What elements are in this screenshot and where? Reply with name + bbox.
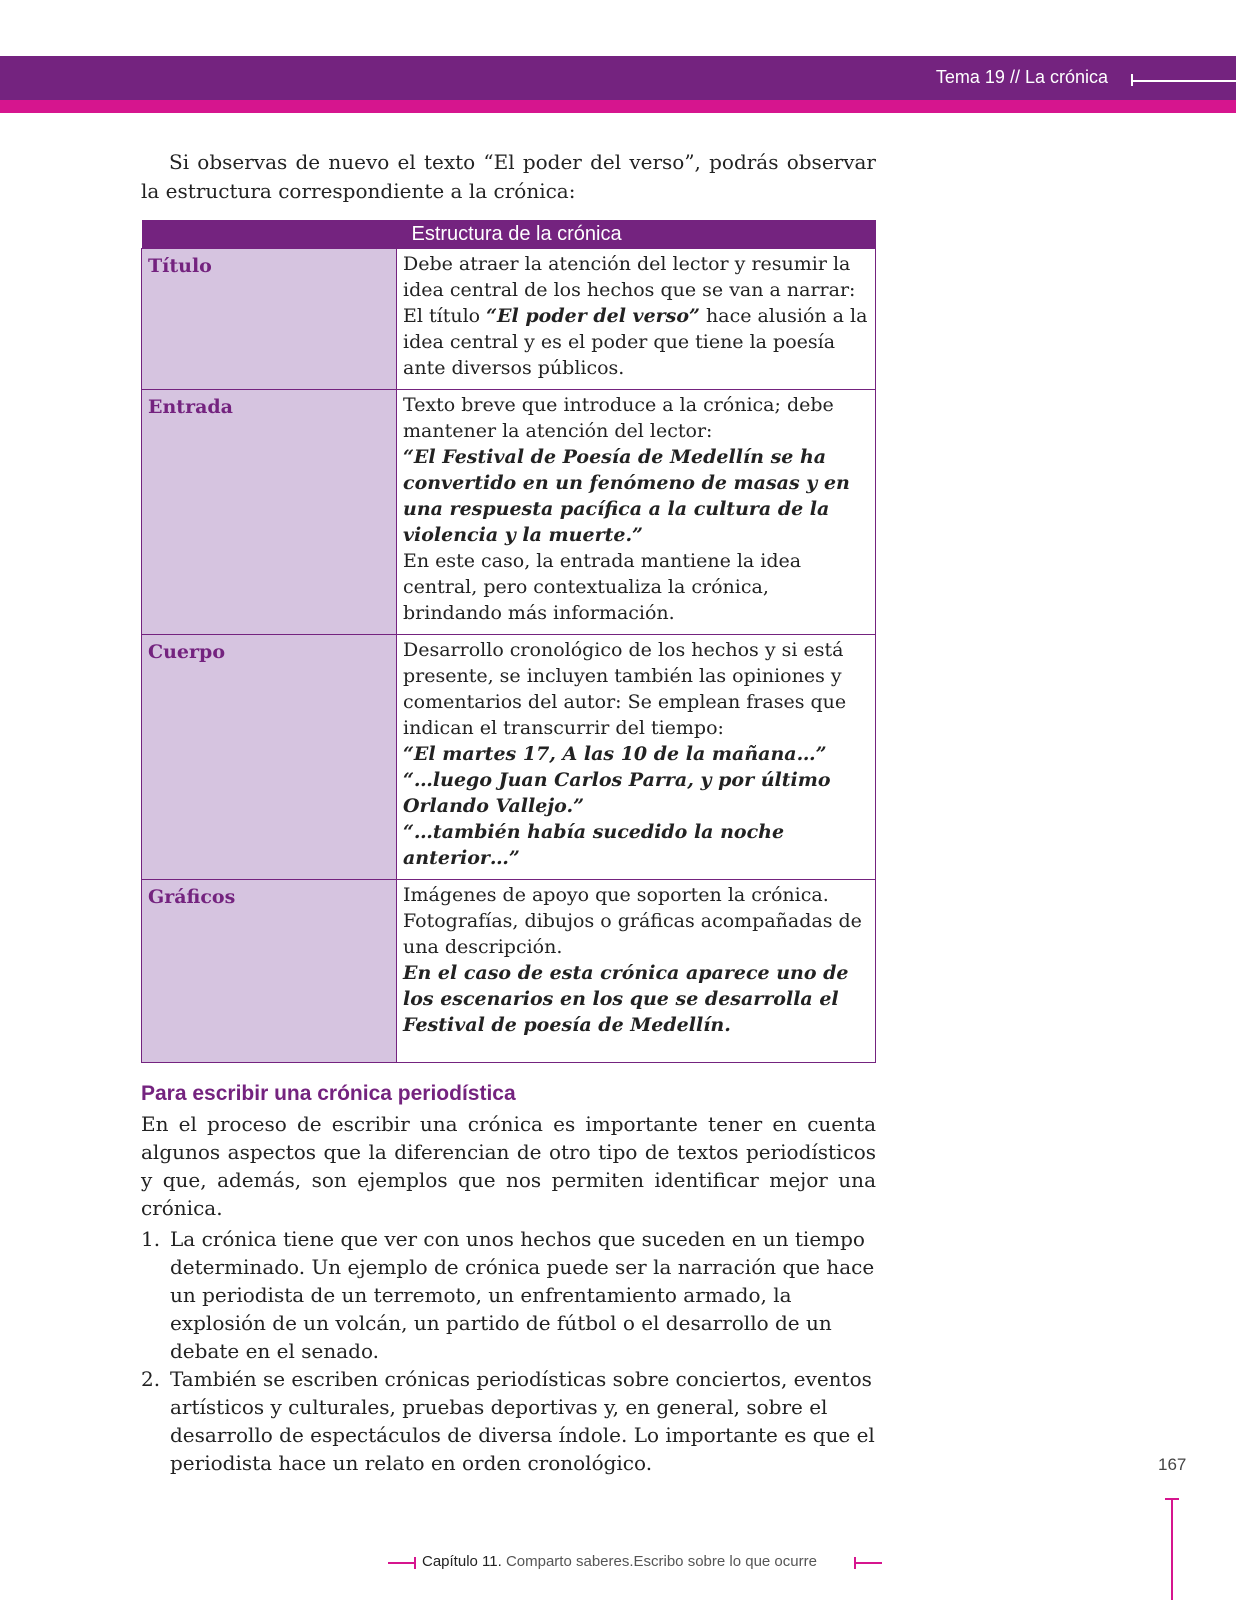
footer-rule-left-tick <box>414 1557 416 1569</box>
row-desc-entrada: Texto breve que introduce a la crónica; debe mantener la atención del lector: “El Festival de Poesía de Medellín se ha convertido en un fenómeno de masas y en una respuesta pacífica a la cultura de la violencia y la muerte.” En este caso, la entrada mantiene la idea central, pero contextualiza la crónica, brindando más información. <box>397 390 876 635</box>
row-label-entrada: Entrada <box>142 390 397 635</box>
footer-rule-left <box>388 1562 414 1564</box>
table-row <box>142 249 876 390</box>
list-item-number: 1. <box>141 1227 161 1251</box>
table-header: Estructura de la crónica <box>142 220 876 249</box>
table-row <box>142 880 876 1063</box>
row-label-cuerpo: Cuerpo <box>142 635 397 880</box>
intro-paragraph: Si observas de nuevo el texto “El poder del verso”, podrás observar la estructura correspondiente a la crónica: <box>141 150 876 203</box>
row-desc-graficos: Imágenes de apoyo que soporten la crónica. Fotografías, dibujos o gráficas acompañadas de una descripción. En el caso de esta crónica aparece uno de los escenarios en los que se desarrolla el Festival de poesía de Medellín. <box>397 880 876 1063</box>
list-item-text: También se escriben crónicas periodísticas sobre conciertos, eventos artísticos y culturales, pruebas deportivas y, en general, sobre el desarrollo de espectáculos de diversa índole. Lo importante es que el periodista hace un relato en orden cronológico. <box>170 1367 875 1475</box>
section-title: Para escribir una crónica periodística <box>141 1082 516 1105</box>
section-paragraph: En el proceso de escribir una crónica es importante tener en cuenta algunos aspectos que la diferencian de otro tipo de textos periodísticos y que, además, son ejemplos que nos permiten identificar mejor una crónica. <box>141 1112 876 1220</box>
footer-chapter: Capítulo 11. <box>422 1553 502 1570</box>
page-number: 167 <box>1158 1455 1187 1474</box>
header-title: Tema 19 // La crónica <box>935 67 1108 87</box>
footer-rule-right <box>856 1562 882 1564</box>
row-desc-titulo: Debe atraer la atención del lector y resumir la idea central de los hechos que se van a narrar: El título “El poder del verso” hace alusión a la idea central y es el poder que tiene la poesía ante diversos públicos. <box>397 249 876 390</box>
header-accent-stripe <box>0 100 1236 113</box>
header-rule-tick <box>1131 74 1133 86</box>
list-item-number: 2. <box>141 1367 161 1391</box>
row-desc-cuerpo: Desarrollo cronológico de los hechos y si está presente, se incluyen también las opiniones y comentarios del autor: Se emplean frases que indican el transcurrir del tiempo: “El martes 17, A las 10 de la mañana…” “…luego Juan Carlos Parra, y por último Orlando Vallejo.” “…también había sucedido la noche anterior…” <box>397 635 876 880</box>
structure-table <box>141 220 876 1063</box>
footer <box>388 1551 882 1575</box>
list-item <box>141 1225 876 1365</box>
header-rule <box>1131 80 1236 82</box>
row-label-graficos: Gráficos <box>142 880 397 1063</box>
footer-text <box>422 1553 817 1570</box>
table-row <box>142 635 876 880</box>
table-row <box>142 390 876 635</box>
list-item <box>141 1365 876 1477</box>
list-item-text: La crónica tiene que ver con unos hechos que suceden en un tiempo determinado. Un ejemplo de crónica puede ser la narración que hace un periodista de un terremoto, un enfrentamiento armado, la explosión de un volcán, un partido de fútbol o el desarrollo de un debate en el senado. <box>170 1227 875 1363</box>
numbered-list <box>141 1225 876 1477</box>
footer-chapter-title: Comparto saberes.Escribo sobre lo que ocurre <box>501 1553 817 1570</box>
row-label-titulo: Título <box>142 249 397 390</box>
margin-rule <box>1171 1498 1173 1600</box>
